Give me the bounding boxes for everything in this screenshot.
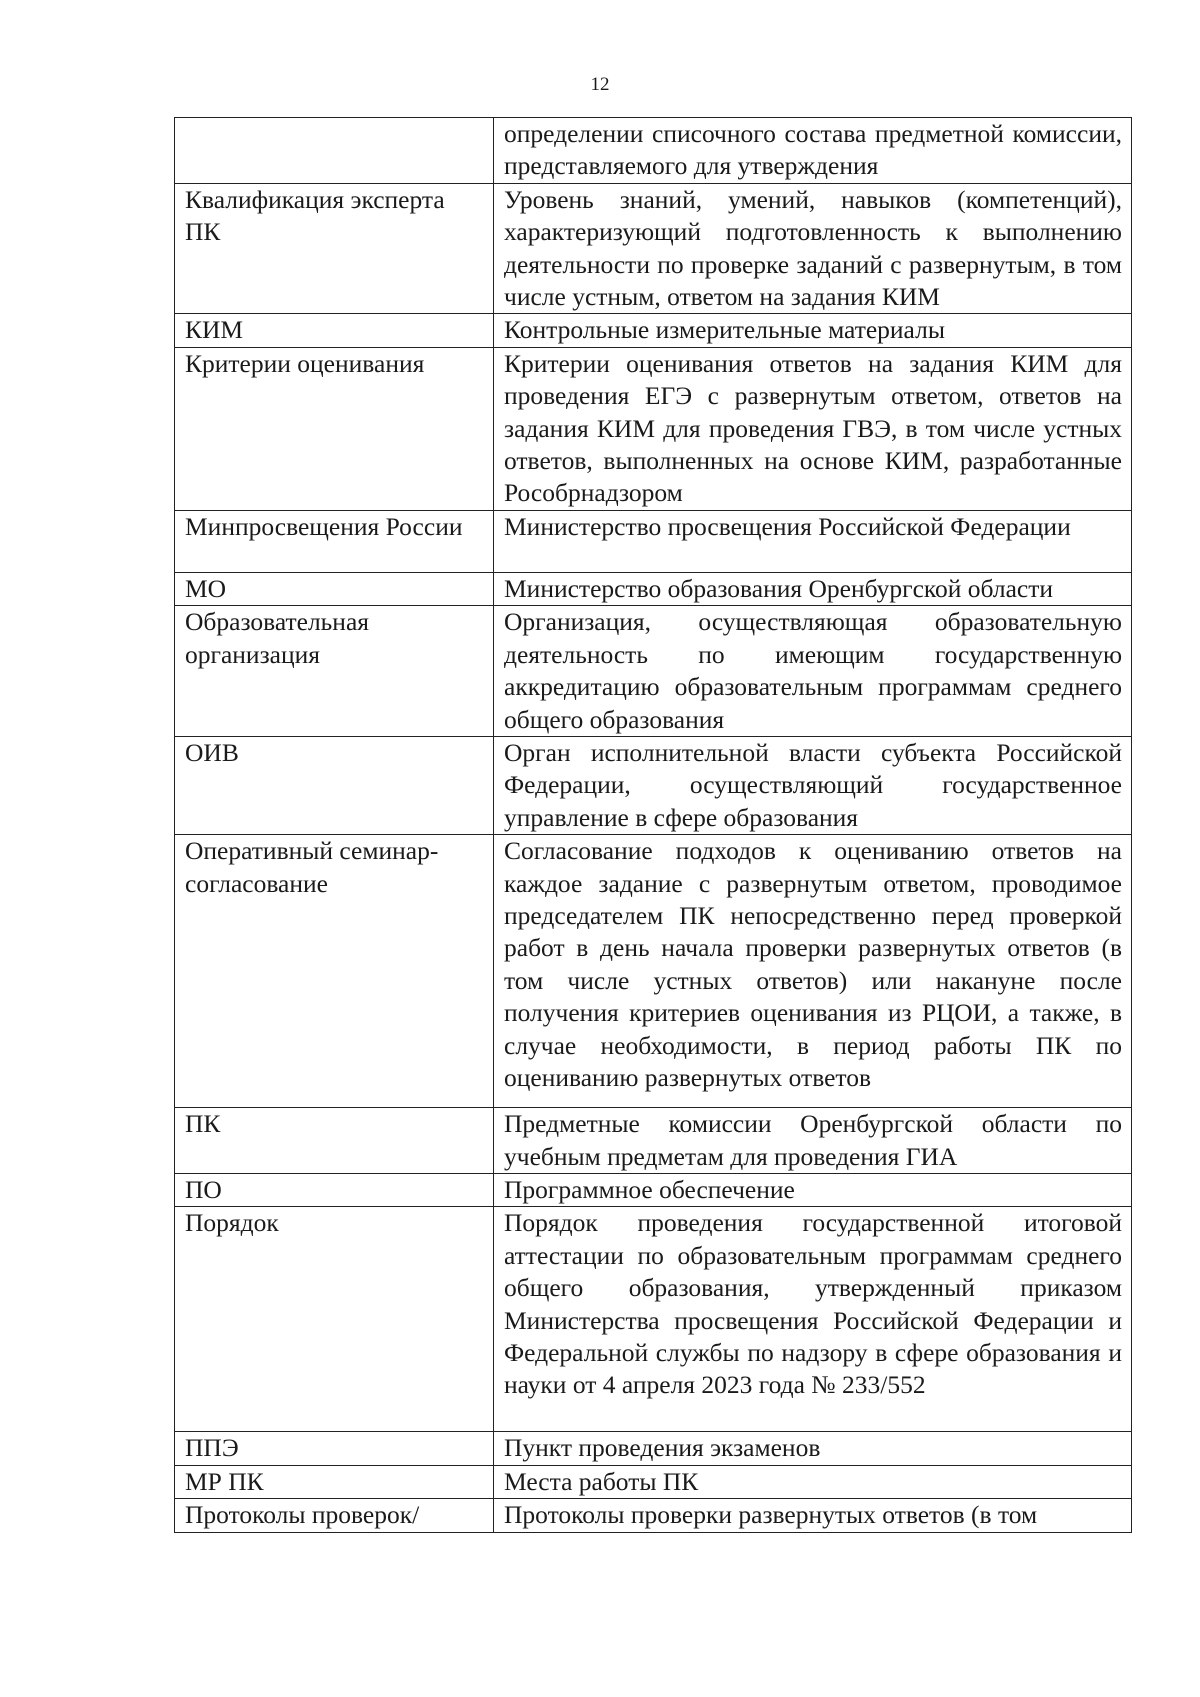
term-cell (175, 118, 494, 184)
definition-cell: Программное обеспечение (494, 1173, 1132, 1206)
definition-cell: Министерство образования Оренбургской области (494, 572, 1132, 605)
term-cell: Критерии оценивания (175, 347, 494, 510)
term-cell: Протоколы проверок/ (175, 1499, 494, 1532)
table-row (175, 1108, 1132, 1174)
definition-cell: Уровень знаний, умений, навыков (компетенций), характеризующий подготовленность к выполнению деятельности по проверке заданий с развернутым, в том числе устным, ответом на задания КИМ (494, 183, 1132, 314)
term-cell: КИМ (175, 314, 494, 347)
abbreviations-table (174, 117, 1132, 1533)
definition-cell: Критерии оценивания ответов на задания КИМ для проведения ЕГЭ с развернутым ответом, ответов на задания КИМ для проведения ГВЭ, в том числе устных ответов, выполненных на основе КИМ, разработанные Рособрнадзором (494, 347, 1132, 510)
definition-cell: Министерство просвещения Российской Федерации (494, 510, 1132, 572)
definition-cell: Контрольные измерительные материалы (494, 314, 1132, 347)
definition-cell: определении списочного состава предметной комиссии, представляемого для утверждения (494, 118, 1132, 184)
term-cell: МР ПК (175, 1465, 494, 1498)
table-row (175, 314, 1132, 347)
definition-cell: Места работы ПК (494, 1465, 1132, 1498)
table-row (175, 606, 1132, 737)
term-cell: Квалификация эксперта ПК (175, 183, 494, 314)
term-cell: Минпросвещения России (175, 510, 494, 572)
table-row (175, 510, 1132, 572)
table-row (175, 736, 1132, 834)
table-row (175, 1173, 1132, 1206)
definition-cell: Протоколы проверки развернутых ответов (в том (494, 1499, 1132, 1532)
definition-cell: Порядок проведения государственной итоговой аттестации по образовательным программам среднего общего образования, утвержденный приказом Министерства просвещения Российской Федерации и Федеральной службы по надзору в сфере образования и науки от 4 апреля 2023 года № 233/552 (494, 1207, 1132, 1432)
table-row (175, 1465, 1132, 1498)
page-number: 12 (590, 74, 610, 95)
table-row (175, 1499, 1132, 1532)
definition-cell: Орган исполнительной власти субъекта Российской Федерации, осуществляющий государственное управление в сфере образования (494, 736, 1132, 834)
term-cell: Порядок (175, 1207, 494, 1432)
table-row (175, 572, 1132, 605)
table-row (175, 835, 1132, 1108)
term-cell: Оперативный семинар-согласование (175, 835, 494, 1108)
definition-cell: Согласование подходов к оцениванию ответов на каждое задание с развернутым ответом, проводимое председателем ПК непосредственно перед проверкой работ в день начала проверки развернутых ответов (в том числе устных ответов) или накануне после получения критериев оценивания из РЦОИ, а также, в случае необходимости, в период работы ПК по оцениванию развернутых ответов (494, 835, 1132, 1108)
table-row (175, 1207, 1132, 1432)
definition-cell: Организация, осуществляющая образовательную деятельность по имеющим государственную аккредитацию образовательным программам среднего общего образования (494, 606, 1132, 737)
term-cell: ППЭ (175, 1432, 494, 1465)
definition-cell: Предметные комиссии Оренбургской области по учебным предметам для проведения ГИА (494, 1108, 1132, 1174)
term-cell: ОИВ (175, 736, 494, 834)
definition-cell: Пункт проведения экзаменов (494, 1432, 1132, 1465)
table-row (175, 347, 1132, 510)
term-cell: МО (175, 572, 494, 605)
table-row (175, 183, 1132, 314)
term-cell: ПО (175, 1173, 494, 1206)
term-cell: Образовательная организация (175, 606, 494, 737)
table-row (175, 1432, 1132, 1465)
term-cell: ПК (175, 1108, 494, 1174)
table-row (175, 118, 1132, 184)
